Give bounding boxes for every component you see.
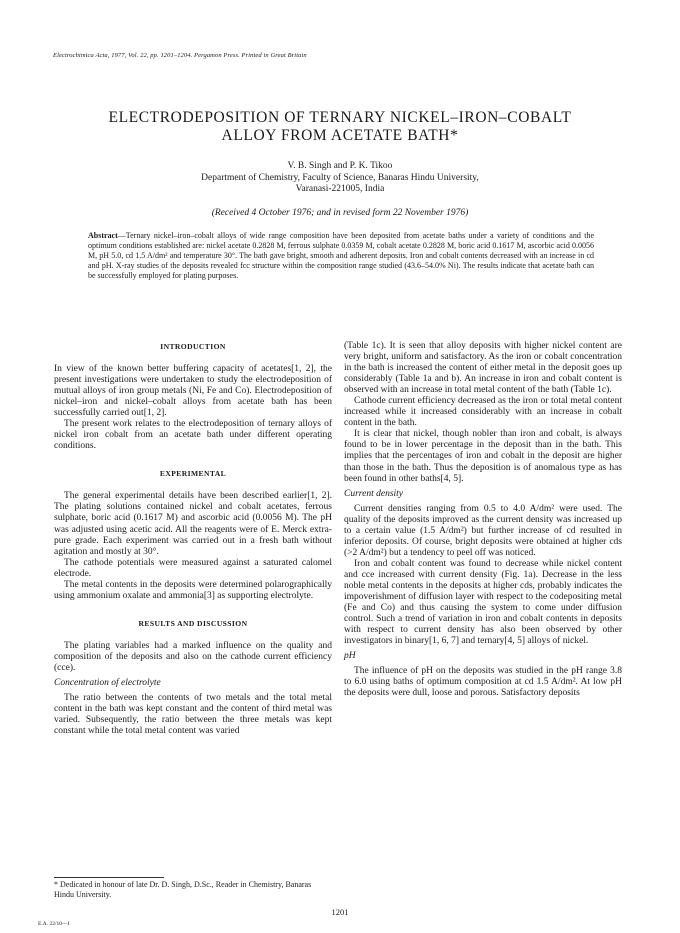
- experimental-paragraph-3: The metal contents in the deposits were determined polarographically using ammonium oxalate and ammonia[3] as supporting electrolyte.: [54, 579, 332, 601]
- received-date: (Received 4 October 1976;: [211, 208, 315, 218]
- concentration-subheading: Concentration of electrolyte: [54, 677, 161, 688]
- title-line-2: ALLOY FROM ACETATE BATH*: [221, 127, 459, 144]
- affiliation-line-2: Varanasi-221005, India: [295, 184, 385, 194]
- page-number: 1201: [331, 907, 349, 917]
- concentration-paragraph-1: The ratio between the contents of two metals and the total metal content in the bath was kept constant and the content of third metal was varied. Subsequently, the ratio between the three metals was kept constant while the total metal content was varied: [54, 693, 332, 737]
- right-paragraph-2: Cathode current efficiency decreased as the iron or total metal content increased while it increased considerably with an increase in cobalt content in the bath.: [344, 396, 622, 429]
- current-density-paragraph-2: Iron and cobalt content was found to decrease while nickel content and cce increased with current density (Fig. 1a). Decrease in the less noble metal contents in the deposits at higher cds, probably indicates the impoverishment of diffusion layer with respect to the codepositing metal (Fe and Co) and thus causing the system to come under diffusion control. Such a trend of variation in iron and cobalt contents in deposits with respect to current density has also been observed by other investigators in binary[1, 6, 7] and ternary[4, 5] alloys of nickel.: [344, 558, 622, 647]
- abstract-label: Abstract: [88, 231, 118, 240]
- affiliation: [0, 173, 680, 195]
- title-line-1: ELECTRODEPOSITION OF TERNARY NICKEL–IRON–COBALT: [108, 109, 572, 126]
- right-paragraph-3: It is clear that nickel, though nobler than iron and cobalt, is always found to be in lower percentage in the deposit than in the bath. This implies that the percentages of iron and cobalt in the deposit are higher than those in the bath. Thus the deposition is of anomalous type as has been found in other baths[4, 5].: [344, 429, 622, 484]
- left-column: [54, 341, 332, 737]
- revised-date: and in revised form 22 November 1976): [314, 208, 469, 218]
- footnote-divider: [54, 877, 164, 878]
- ph-subheading: pH: [344, 651, 356, 662]
- footnote: * Dedicated in honour of late Dr. D. Singh, D.Sc., Reader in Chemistry, Banaras Hindu University.: [54, 880, 312, 899]
- experimental-paragraph-1: The general experimental details have been described earlier[1, 2]. The plating solutions contained nickel and cobalt acetates, ferrous sulphate, boric acid (0.1617 M) and ascorbic acid (0.0056 M). The pH was adjusted using acetic acid. All the reagents were of E. Merck extra-pure grade. Each experiment was carried out in a fresh bath without agitation and mostly at 30°.: [54, 491, 332, 557]
- current-density-subheading: Current density: [344, 488, 404, 499]
- intro-paragraph-1: In view of the known better buffering capacity of acetates[1, 2], the present investigations were undertaken to study the electrodeposition of mutual alloys of iron group metals (Ni, Fe and Co). Electrodeposition of nickel–iron and nickel–cobalt alloys from acetate bath has been successfully carried out[1, 2].: [54, 364, 332, 419]
- ph-paragraph-1: The influence of pH on the deposits was studied in the pH range 3.8 to 6.0 using baths of optimum composition at cd 1.5 A/dm². At low pH the deposits were dull, loose and porous. Satisfactory deposits: [344, 666, 622, 699]
- affiliation-line-1: Department of Chemistry, Faculty of Science, Banaras Hindu University,: [201, 173, 479, 183]
- abstract-text: —Ternary nickel–iron–cobalt alloys of wide range composition have been deposited from acetate baths under a variety of conditions and the optimum conditions established are: nickel acetate 0.2828 M, ferrous sulphate 0.0359 M, cobalt acetate 0.2828 M, boric acid 0.1617 M, ascorbic acid 0.0056 M, pH 5.0, cd 1.5 A/dm² and temperature 30°. The bath gave bright, smooth and adherent deposits. Iron and cobalt contents decreased with an increase in cd and pH. X-ray studies of the deposits revealed fcc structure within the composition range studied (43.6–54.0% Ni). The results indicate that acetate bath can be successfully employed for plating purposes.: [88, 231, 594, 281]
- authors: V. B. Singh and P. K. Tikoo: [287, 161, 393, 171]
- experimental-paragraph-2: The cathode potentials were measured against a saturated calomel electrode.: [54, 557, 332, 579]
- paper-title: [0, 109, 680, 145]
- results-heading: RESULTS AND DISCUSSION: [138, 618, 248, 628]
- received-dates: [0, 208, 680, 218]
- abstract: [88, 231, 594, 281]
- current-density-paragraph-1: Current densities ranging from 0.5 to 4.0 A/dm² were used. The quality of the deposits improved as the current density was increased up to a certain value (1.5 A/dm²) but further increase of cd resulted in inferior deposits. Of course, bright deposits were obtained at higher cds (>2 A/dm²) but a tendency to peel off was noticed.: [344, 503, 622, 558]
- introduction-heading: INTRODUCTION: [160, 342, 226, 351]
- intro-paragraph-2: The present work relates to the electrodeposition of ternary alloys of nickel iron cobalt from an acetate bath under different operating conditions.: [54, 419, 332, 452]
- right-paragraph-1: (Table 1c). It is seen that alloy deposits with higher nickel content are very bright, uniform and satisfactory. As the iron or cobalt concentration in the bath is increased the content of either metal in the deposit goes up considerably (Table 1a and b). An increase in iron and cobalt content is observed with an increase in total metal content of the bath (Table 1c).: [344, 341, 622, 396]
- right-column: [344, 341, 622, 699]
- results-paragraph-1: The plating variables had a marked influence on the quality and composition of the deposits and also on the cathode current efficiency (cce).: [54, 640, 332, 673]
- journal-citation: Electrochimica Acta, 1977, Vol. 22, pp. 1201–1204. Pergamon Press. Printed in Great Britain: [53, 52, 307, 59]
- experimental-heading: EXPERIMENTAL: [159, 469, 227, 479]
- print-code: E.A. 22/10—I: [38, 921, 70, 927]
